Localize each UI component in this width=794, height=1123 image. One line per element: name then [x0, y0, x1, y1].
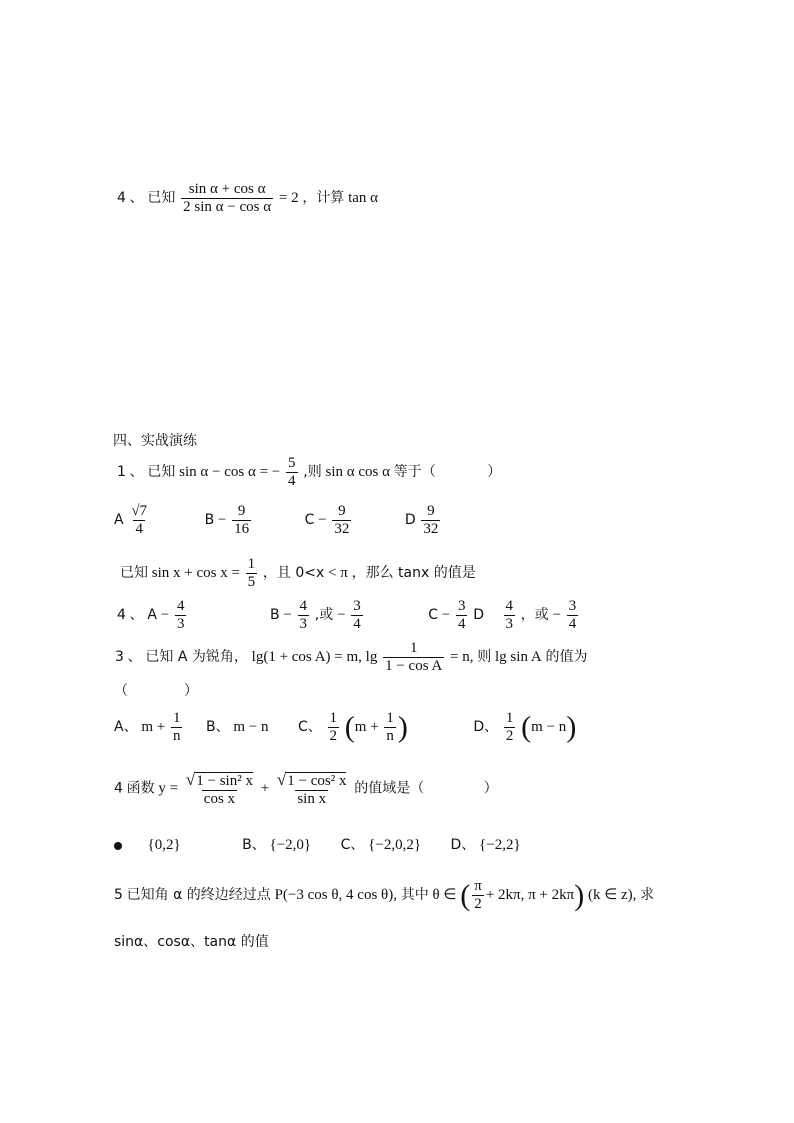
option-c: C、 $\frac{1}{2}$ (m + $\frac{1}{n}$ ): [297, 710, 408, 745]
option-a: {0,2}: [147, 837, 181, 853]
option-c: C、 {−2,0,2}: [340, 837, 422, 853]
option-d: D、 {−2,2}: [450, 837, 521, 853]
problem-1-options: [114, 503, 442, 539]
option-b: B − $\frac{4}{3}$ ,或 − $\frac{3}{4}$: [269, 598, 361, 633]
option-a: A、 m + $\frac{1}{n}$: [114, 710, 181, 745]
answer-paren: （ ）: [114, 683, 198, 699]
option-b: B、 m − n: [205, 719, 269, 736]
option-d: D $\frac{4}{3}$ ，或 − $\frac{3}{4}$: [473, 598, 577, 633]
problem-1: 1 、 已知 sin α − cos α = − $\frac{5}{4}$ ,则 sin α cos α 等于（ ）: [117, 455, 502, 490]
fraction: $\frac{1}{\text{1 − cos A}}$: [385, 640, 443, 675]
option-a: A − $\frac{4}{3}$: [147, 598, 185, 633]
problem-number: 4: [117, 607, 126, 624]
fraction: $\frac{\pi}{2}$: [474, 878, 482, 913]
fraction: $\frac{1}{5}$: [247, 556, 256, 591]
problem-number: 1: [117, 464, 126, 481]
fraction: $\frac{\text{√1 − sin² x}}{\text{cos x}}$: [185, 770, 253, 808]
option-c: C − $\frac{9}{32}$: [304, 503, 350, 538]
problem-3: 3 、 已知 A 为锐角， lg(1 + cos A) = m, lg $\frac{1}{\text{1 − cos A}}$ = n, 则 lg sin A 的值为: [115, 640, 588, 675]
option-a: A $\frac{√7}{4}$: [114, 503, 148, 538]
problem-3-options: [114, 710, 576, 746]
fraction: $\frac{\text{√1 − cos² x}}{\text{sin x}}$: [276, 770, 347, 808]
problem-4: 4 函数 y = $\frac{\text{√1 − sin² x}}{\text{cos x}}$ + $\frac{\text{√1 − cos² x}}{\text{sin x}}$ 的值域是（ ）: [114, 770, 498, 808]
fraction: $\frac{\text{sin α + cos α}}{\text{2 sin α − cos α}}$: [183, 181, 272, 216]
problem-2-options: 4 、 A − $\frac{4}{3}$ B − $\frac{4}{3}$ ,或 − $\frac{3}{4}$ C − $\frac{3}{4}$ D $\frac{4}{3}$ ，或 − $\frac{3}{4}$: [117, 598, 580, 634]
option-d: D $\frac{9}{32}$: [404, 503, 439, 538]
bullet-icon: [114, 842, 122, 850]
option-c: C − $\frac{3}{4}$: [428, 598, 466, 633]
problem-5: 5 已知角 α 的终边经过点 P(−3 cos θ, 4 cos θ), 其中 θ ∈ ( $\frac{\pi}{2}$ + 2kπ, π + 2kπ) (k ∈ z), 求: [114, 878, 655, 913]
problem-number: 4: [114, 780, 123, 797]
problem-4-options: [114, 834, 521, 854]
problem-number: 3: [115, 649, 124, 666]
problem-number: 5: [114, 887, 123, 904]
problem-number: 4: [117, 190, 126, 207]
problem-2: 已知 sin x + cos x = $\frac{1}{5}$ ，且 0<x < π ，那么 tanx 的值是: [120, 556, 476, 591]
problem-4-prev: 4 、 已知 $\frac{\text{sin α + cos α}}{\text{2 sin α − cos α}}$ = 2 ，计算 tan α: [117, 181, 379, 216]
problem-5-line2: sinα、cosα、tanα 的值: [114, 934, 269, 950]
option-b: B − $\frac{9}{16}$: [204, 503, 250, 538]
option-b: B、 {−2,0}: [242, 837, 312, 853]
fraction: $\frac{5}{4}$: [288, 455, 296, 490]
section-heading: 四、实战演练: [113, 433, 197, 449]
option-d: D、 $\frac{1}{2}$ (m − n): [473, 710, 577, 745]
